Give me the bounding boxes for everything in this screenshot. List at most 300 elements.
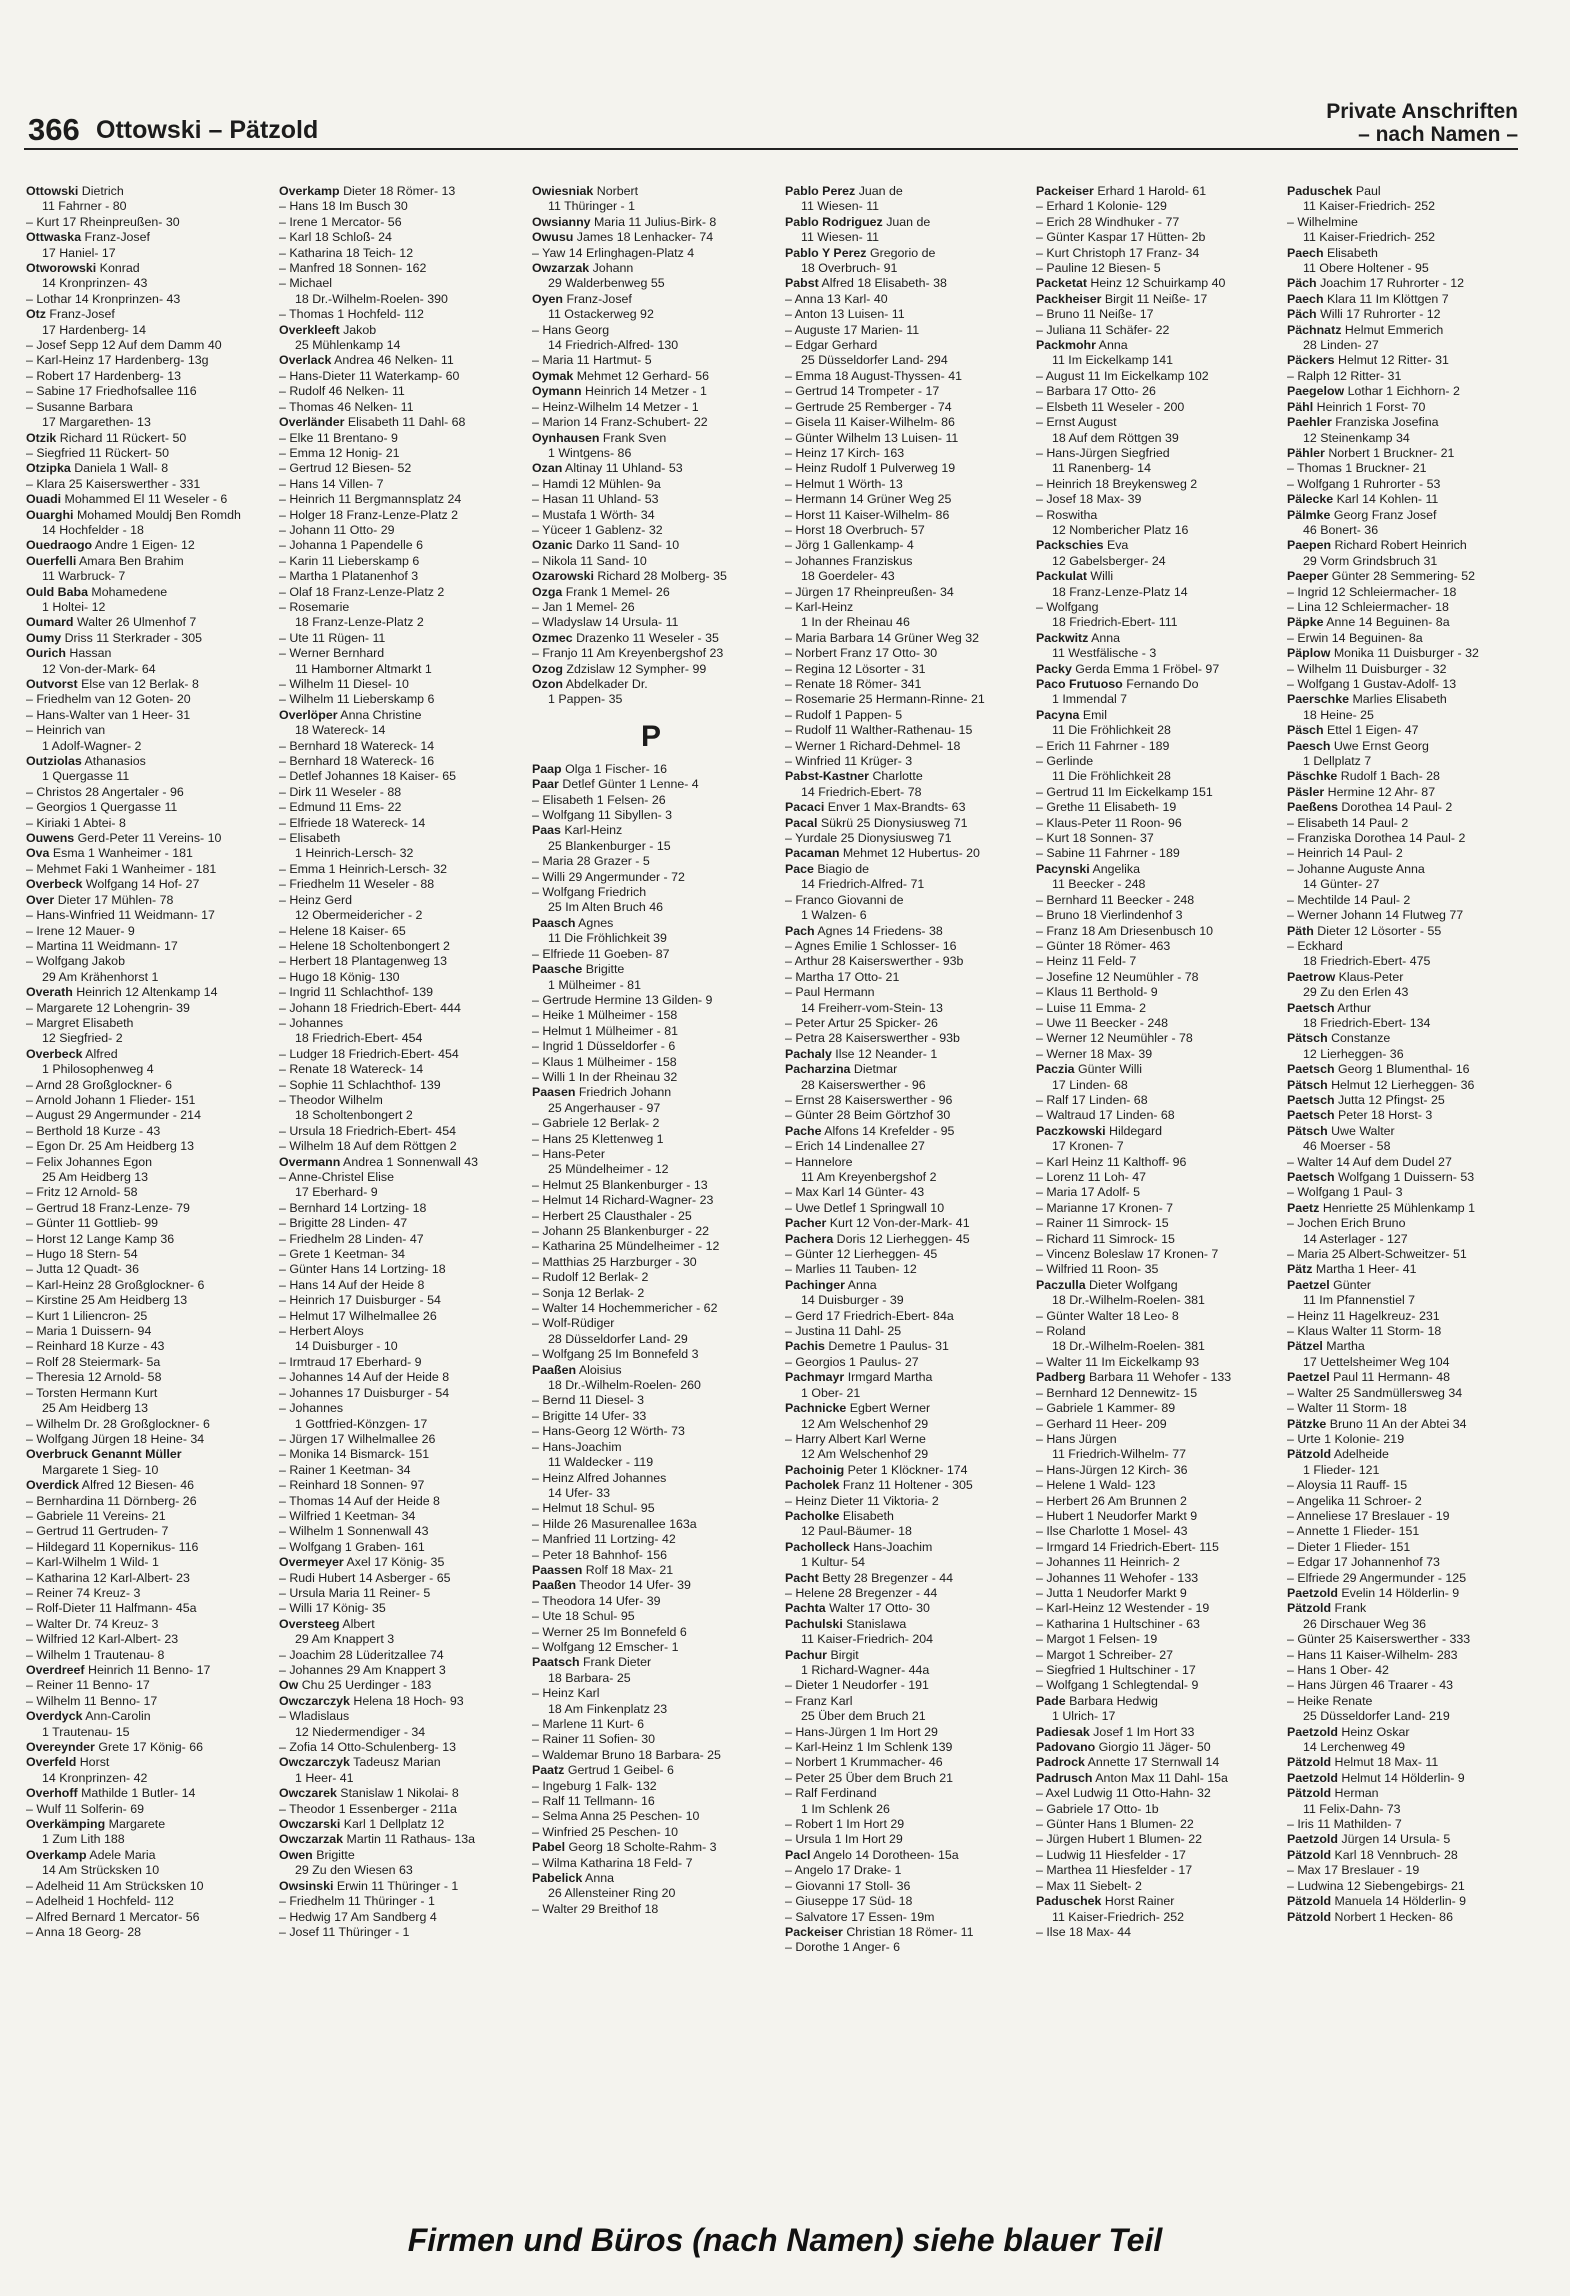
directory-entry: – Hannelore (785, 1154, 853, 1169)
directory-entry: – Irene 1 Mercator- 56 (279, 214, 402, 229)
address-line: 1 Ulrich- 17 (1052, 1709, 1116, 1724)
directory-entry: – Ursula Maria 11 Reiner- 5 (279, 1585, 431, 1600)
surname: Pacynski (1036, 861, 1090, 876)
directory-entry: – Ingeburg 1 Falk- 132 (532, 1778, 657, 1793)
directory-entry: – Regina 12 Lösorter - 31 (785, 661, 926, 676)
directory-entry: – Barbara 17 Otto- 26 (1036, 384, 1156, 399)
directory-entry: – Josefine 12 Neumühler - 78 (1036, 969, 1199, 984)
directory-entry: – Brigitte 28 Linden- 47 (279, 1216, 408, 1231)
directory-entry: – Rolf-Dieter 11 Halfmann- 45a (26, 1601, 197, 1616)
directory-entry: Pablo Perez Juan de (785, 184, 903, 198)
surname: Pachinger (785, 1277, 845, 1292)
directory-entry: – Salvatore 17 Essen- 19m (785, 1909, 935, 1924)
directory-entry: – Erich 28 Windhuker - 77 (1036, 214, 1180, 229)
directory-entry: – Heinz Dieter 11 Viktoria- 2 (785, 1493, 939, 1508)
directory-entry: – Dieter 1 Flieder- 151 (1287, 1539, 1411, 1554)
directory-entry: – Anna 18 Georg- 28 (26, 1924, 142, 1939)
address-line: 1 Ober- 21 (801, 1385, 861, 1400)
address-line: 1 Kultur- 54 (801, 1555, 866, 1570)
surname: Paar (532, 777, 559, 792)
surname: Pacholleck (785, 1539, 850, 1554)
directory-entry: – Gerhard 11 Heer- 209 (1036, 1416, 1167, 1431)
directory-entry: Pächnatz Helmut Emmerich (1287, 322, 1444, 337)
surname: Otz (26, 307, 46, 322)
directory-entry: Owsianny Maria 11 Julius-Birk- 8 (532, 214, 717, 229)
address-line: 17 Kronen- 7 (1052, 1139, 1124, 1154)
address-line: 25 Am Heidberg 13 (42, 1401, 149, 1416)
directory-entry: Paasche Brigitte (532, 962, 625, 977)
directory-entry: – Wulf 11 Solferin- 69 (26, 1801, 145, 1816)
surname: Pähler (1287, 445, 1325, 460)
directory-entry: – Robert 17 Hardenberg- 13 (26, 368, 181, 383)
directory-entry: – Ute 18 Schul- 95 (532, 1609, 635, 1624)
directory-entry: – Hermann 14 Grüner Weg 25 (785, 492, 952, 507)
directory-entry: Paehler Franziska Josefina (1287, 415, 1439, 430)
surname: Pachera (785, 1231, 834, 1246)
directory-entry: – Martina 11 Weidmann- 17 (26, 938, 178, 953)
address-line: 14 Ufer- 33 (548, 1485, 610, 1500)
directory-entry: – Annette 1 Flieder- 151 (1287, 1524, 1420, 1539)
directory-entry: Pacal Sükrü 25 Dionysiusweg 71 (785, 815, 968, 830)
directory-entry: – Ralf 17 Linden- 68 (1036, 1092, 1148, 1107)
directory-entry: Pätzold Norbert 1 Hecken- 86 (1287, 1909, 1453, 1924)
surname: Packulat (1036, 569, 1087, 584)
directory-column (785, 184, 1023, 2144)
directory-entry: – Petra 28 Kaiserswerther - 93b (785, 1031, 960, 1046)
directory-entry: – Wolfgang Friedrich (532, 885, 647, 900)
directory-entry: – Johanna 1 Papendelle 6 (279, 538, 423, 553)
address-line: 26 Dirschauer Weg 36 (1303, 1616, 1427, 1631)
directory-entry: – Arnold Johann 1 Flieder- 151 (26, 1092, 196, 1107)
address-line: 1 Trautenau- 15 (42, 1724, 130, 1739)
directory-entry: – Christos 28 Angertaler - 96 (26, 784, 184, 799)
surname: Packmohr (1036, 338, 1096, 353)
directory-entry: – Reiner 74 Kreuz- 3 (26, 1585, 141, 1600)
directory-entry: – Gisela 11 Kaiser-Wilhelm- 86 (785, 415, 955, 430)
address-line: 18 Friedrich-Ebert- 475 (1303, 954, 1431, 969)
directory-entry: – Theresia 12 Arnold- 58 (26, 1370, 162, 1385)
directory-entry: Overländer Elisabeth 11 Dahl- 68 (279, 415, 466, 430)
directory-entry: Paduschek Horst Rainer (1036, 1894, 1175, 1909)
section-title-line2: – nach Namen – (1358, 123, 1518, 146)
directory-entry: Oversteeg Albert (279, 1616, 375, 1631)
surname: Padrusch (1036, 1770, 1093, 1785)
directory-entry: Overkämping Margarete (26, 1817, 166, 1832)
surname: Päsch (1287, 723, 1324, 738)
directory-entry: – Willi 29 Angermunder - 72 (532, 869, 685, 884)
address-line: 17 Margarethen- 13 (42, 415, 151, 430)
directory-entry: – Maria Barbara 14 Grüner Weg 32 (785, 630, 979, 645)
directory-entry: – Ludger 18 Friedrich-Ebert- 454 (279, 1046, 459, 1061)
directory-entry: – Urte 1 Kolonie- 219 (1287, 1431, 1405, 1446)
directory-entry: – Johannes Franziskus (785, 553, 913, 568)
directory-entry: – Sonja 12 Berlak- 2 (532, 1285, 645, 1300)
directory-entry: Paasch Agnes (532, 915, 614, 930)
surname: Packwitz (1036, 630, 1089, 645)
address-line: 11 Die Fröhlichkeit 28 (1052, 723, 1171, 738)
surname: Ozon (532, 677, 563, 691)
directory-entry: Paetzold Heinz Oskar (1287, 1724, 1410, 1739)
address-line: 18 Auf dem Röttgen 39 (1052, 430, 1179, 445)
directory-entry: Paetzel Günter (1287, 1277, 1372, 1292)
directory-entry: – Uwe 11 Beecker - 248 (1036, 1015, 1169, 1030)
address-line: 1 Heer- 41 (295, 1770, 354, 1785)
address-line: 25 Blankenburger - 15 (548, 838, 671, 853)
directory-entry: – Adelheid 11 Am Strücksken 10 (26, 1878, 204, 1893)
directory-entry: – Hildegard 11 Kopernikus- 116 (26, 1539, 199, 1554)
address-line: 11 Wiesen- 11 (801, 230, 880, 245)
address-line: 26 Allensteiner Ring 20 (548, 1886, 676, 1901)
directory-entry: – Ernst August (1036, 415, 1117, 430)
directory-entry: – Günter 25 Kaiserswerther - 333 (1287, 1632, 1471, 1647)
directory-entry: – Heinz 11 Hagelkreuz- 231 (1287, 1308, 1440, 1323)
page-number: 366 (28, 112, 80, 147)
directory-entry: – Mehmet Faki 1 Wanheimer - 181 (26, 861, 217, 876)
directory-entry: – Manfred 18 Sonnen- 162 (279, 261, 427, 276)
surname: Overdick (26, 1478, 80, 1493)
directory-entry: – Horst 12 Lange Kamp 36 (26, 1231, 175, 1246)
directory-entry: – Klaus 11 Berthold- 9 (1036, 985, 1158, 1000)
directory-entry: – Jutta 12 Quadt- 36 (26, 1262, 139, 1277)
directory-entry: Oymann Heinrich 14 Metzer - 1 (532, 384, 707, 399)
directory-entry: – Johannes 11 Heinrich- 2 (1036, 1555, 1180, 1570)
surname: Pätsch (1287, 1077, 1328, 1092)
directory-entry: Ouadi Mohammed El 11 Weseler - 6 (26, 492, 228, 507)
surname: Ozga (532, 584, 563, 599)
surname: Paassen (532, 1562, 583, 1577)
directory-entry: – Johann 18 Friedrich-Ebert- 444 (279, 1000, 461, 1015)
surname: Pachis (785, 1339, 825, 1354)
directory-entry: Pachinger Anna (785, 1277, 877, 1292)
directory-entry: Paasen Friedrich Johann (532, 1085, 672, 1100)
surname: Pacholek (785, 1478, 840, 1493)
directory-entry: Overdreef Heinrich 11 Benno- 17 (26, 1663, 211, 1677)
surname: Pachaly (785, 1046, 832, 1061)
directory-entry: – Jochen Erich Bruno (1287, 1216, 1406, 1231)
directory-entry: – Giuseppe 17 Süd- 18 (785, 1894, 913, 1909)
directory-entry: – Theodor 1 Essenberger - 211a (279, 1801, 457, 1816)
directory-entry: – Alfred Bernard 1 Mercator- 56 (26, 1909, 200, 1924)
directory-entry: – Arnd 28 Großglockner- 6 (26, 1077, 173, 1092)
surname: Pachulski (785, 1616, 843, 1631)
directory-column (1287, 184, 1525, 2144)
directory-entry: Pache Alfons 14 Krefelder - 95 (785, 1123, 955, 1138)
address-line: 18 Scholtenbongert 2 (295, 1108, 413, 1123)
directory-entry: – Margot 1 Felsen- 19 (1036, 1632, 1158, 1647)
directory-entry: Ova Esma 1 Wanheimer - 181 (26, 846, 193, 861)
directory-entry: Overdick Alfred 12 Biesen- 46 (26, 1478, 195, 1493)
directory-entry: – Harry Albert Karl Werne (785, 1431, 926, 1446)
directory-entry: – Marlene 11 Kurt- 6 (532, 1717, 645, 1731)
surname: Overlack (279, 353, 332, 368)
directory-column (279, 184, 517, 2144)
surname: Pacal (785, 815, 818, 830)
directory-entry: Paeßens Dorothea 14 Paul- 2 (1287, 800, 1453, 815)
directory-entry: – Franz 18 Am Driesenbusch 10 (1036, 923, 1214, 938)
address-line: 18 Barbara- 25 (548, 1670, 631, 1685)
address-line: 12 Steinenkamp 34 (1303, 430, 1410, 445)
surname: Paetz (1287, 1200, 1320, 1215)
surname: Ova (26, 846, 50, 861)
directory-entry: – Ludwina 12 Siebengebirgs- 21 (1287, 1878, 1465, 1893)
directory-entry: – Ralf 11 Tellmann- 16 (532, 1794, 655, 1809)
directory-entry: Pachis Demetre 1 Paulus- 31 (785, 1339, 949, 1354)
directory-entry: – Susanne Barbara (26, 399, 133, 414)
directory-entry: Pätzold Herman (1287, 1786, 1379, 1801)
directory-entry: – Edgar 17 Johannenhof 73 (1287, 1555, 1440, 1570)
directory-entry: – Rudolf 46 Nelken- 11 (279, 384, 405, 399)
directory-entry: – Paul Hermann (785, 985, 875, 1000)
surname: Ouerfelli (26, 553, 77, 568)
directory-entry: – Johannes 17 Duisburger - 54 (279, 1385, 450, 1400)
address-line: 11 Kaiser-Friedrich- 204 (801, 1632, 933, 1647)
directory-entry: – Gerlinde (1036, 754, 1094, 769)
directory-entry: – Hans 14 Auf der Heide 8 (279, 1277, 425, 1292)
directory-entry: Overlack Andrea 46 Nelken- 11 (279, 353, 454, 368)
directory-entry: – Dorothe 1 Anger- 6 (785, 1940, 901, 1955)
directory-entry: – Katharina 25 Mündelheimer - 12 (532, 1239, 720, 1254)
directory-entry: – Hasan 11 Uhland- 53 (532, 492, 659, 507)
directory-entry: – Johann 25 Blankenburger - 22 (532, 1224, 710, 1238)
address-line: 14 Duisburger - 39 (801, 1293, 904, 1308)
surname: Paap (532, 761, 562, 776)
surname: Pablo Rodriguez (785, 214, 883, 229)
directory-entry: – Katharina 18 Teich- 12 (279, 245, 414, 260)
directory-entry: Päschke Rudolf 1 Bach- 28 (1287, 769, 1440, 784)
section-title-line1: Private Anschriften (1326, 100, 1518, 123)
directory-entry: Pade Barbara Hedwig (1036, 1693, 1158, 1708)
address-line: 29 Walderbenweg 55 (548, 276, 665, 291)
directory-entry: – Wolfgang 1 Schlegtendal- 9 (1036, 1678, 1199, 1693)
directory-entry: Ould Baba Mohamedene (26, 584, 168, 599)
directory-entry: – Rolf 28 Steiermark- 5a (26, 1354, 161, 1369)
directory-entry: – Hans 25 Klettenweg 1 (532, 1131, 664, 1146)
directory-entry: – Gerd 17 Friedrich-Ebert- 84a (785, 1308, 954, 1323)
surname: Padiesak (1036, 1724, 1090, 1739)
surname: Overländer (279, 415, 345, 430)
directory-entry: Ozan Altinay 11 Uhland- 53 (532, 461, 683, 476)
page-header (24, 96, 1518, 150)
address-line: 14 Hochfelder - 18 (42, 522, 144, 537)
directory-entry: – Heinz Alfred Johannes (532, 1470, 667, 1485)
directory-entry: – Bruno 18 Vierlindenhof 3 (1036, 908, 1183, 923)
surname: Pacholke (785, 1508, 840, 1523)
directory-entry: Otworowski Konrad (26, 261, 140, 276)
directory-entry: – Aloysia 11 Rauff- 15 (1287, 1478, 1408, 1493)
surname: Ould Baba (26, 584, 88, 599)
directory-entry: – Elisabeth (279, 831, 341, 846)
directory-entry: – Wolfgang 11 Sibyllen- 3 (532, 808, 673, 823)
address-line: 11 Thüringer - 1 (548, 199, 636, 214)
surname: Owczarczyk (279, 1693, 350, 1708)
directory-entry: Padberg Barbara 11 Wehofer - 133 (1036, 1370, 1232, 1385)
address-line: 1 Zum Lith 188 (42, 1832, 125, 1847)
directory-entry: – Irene 12 Mauer- 9 (26, 923, 135, 938)
surname: Paaßen (532, 1578, 577, 1593)
directory-entry: – Gertrud 11 Im Eickelkamp 151 (1036, 784, 1213, 799)
address-line: 18 Franz-Lenze-Platz 2 (295, 615, 424, 630)
surname: Owczarzak (279, 1832, 344, 1847)
directory-entry: – Erich 11 Fahrner - 189 (1036, 738, 1170, 753)
address-line: 11 Warbruck- 7 (42, 569, 126, 584)
surname: Päth (1287, 923, 1314, 938)
surname: Päschke (1287, 769, 1338, 784)
surname: Pacaci (785, 800, 825, 815)
address-line: 1 Holtei- 12 (42, 599, 106, 614)
address-line: 12 Paul-Bäumer- 18 (801, 1524, 912, 1539)
directory-entry: Padiesak Josef 1 Im Hort 33 (1036, 1724, 1195, 1739)
surname: Pätsch (1287, 1031, 1328, 1046)
address-line: 1 Pappen- 35 (548, 692, 623, 707)
surname: Paech (1287, 291, 1324, 306)
directory-entry: – Wolfgang 1 Gustav-Adolf- 13 (1287, 677, 1457, 691)
surname: Pachmayr (785, 1370, 845, 1385)
directory-entry: – Günter Kaspar 17 Hütten- 2b (1036, 230, 1206, 245)
directory-entry: Paassen Rolf 18 Max- 21 (532, 1562, 674, 1577)
directory-entry: – Kiriaki 1 Abtei- 8 (26, 815, 126, 830)
directory-entry: – Maria 11 Hartmut- 5 (532, 353, 652, 368)
address-line: 17 Eberhard- 9 (295, 1185, 378, 1200)
directory-entry: – Karl-Heinz 17 Hardenberg- 13g (26, 353, 209, 368)
surname: Pälecke (1287, 492, 1334, 507)
address-line: 11 Kaiser-Friedrich- 252 (1303, 199, 1435, 214)
address-line: 28 Kaiserswerther - 96 (801, 1077, 926, 1092)
directory-entry: – Friedhelm 11 Weseler - 88 (279, 877, 435, 892)
surname: Overlöper (279, 707, 338, 722)
directory-entry: Packy Gerda Emma 1 Fröbel- 97 (1036, 661, 1220, 676)
directory-entry: – Yaw 14 Erlinghagen-Platz 4 (532, 245, 695, 260)
directory-entry: – Roswitha (1036, 507, 1098, 522)
surname: Oyen (532, 291, 563, 306)
surname: Pade (1036, 1693, 1066, 1708)
directory-entry: Pätzel Martha (1287, 1339, 1365, 1354)
directory-entry: – Wilhelm 11 Duisburger - 32 (1287, 661, 1447, 676)
directory-entry: – Josef Sepp 12 Auf dem Damm 40 (26, 338, 222, 353)
directory-entry: Owusu James 18 Lenhacker- 74 (532, 230, 714, 245)
address-line: 11 Ostackerweg 92 (548, 307, 654, 322)
directory-entry: Ouedraogo Andre 1 Eigen- 12 (26, 538, 195, 553)
directory-entry: – Thomas 1 Bruckner- 21 (1287, 461, 1427, 476)
address-line: 18 Dr.-Wilhelm-Roelen- 390 (295, 291, 448, 306)
directory-entry: – Ernst 28 Kaiserswerther - 96 (785, 1092, 953, 1107)
directory-entry: Ozanic Darko 11 Sand- 10 (532, 538, 680, 553)
directory-entry: Packulat Willi (1036, 569, 1114, 584)
surname: Ouadi (26, 492, 62, 507)
directory-entry: – Ingrid 12 Schleiermacher- 18 (1287, 584, 1457, 599)
address-line: 46 Bonert- 36 (1303, 522, 1379, 537)
address-line: 11 Westfälische - 3 (1052, 646, 1157, 661)
directory-entry: – Hans-Winfried 11 Weidmann- 17 (26, 908, 215, 923)
directory-entry: – Werner 18 Max- 39 (1036, 1046, 1153, 1061)
address-line: 1 Quergasse 11 (42, 769, 130, 784)
directory-entry: – Wilma Katharina 18 Feld- 7 (532, 1855, 693, 1870)
directory-entry: Pacynski Angelika (1036, 861, 1141, 876)
directory-entry: – Friedhelm van 12 Goten- 20 (26, 692, 191, 707)
surname: Paetzel (1287, 1277, 1330, 1292)
directory-entry: – Willi 1 In der Rheinau 32 (532, 1069, 678, 1084)
directory-entry: – Margret Elisabeth (26, 1015, 134, 1030)
directory-entry: – Selma Anna 25 Peschen- 10 (532, 1809, 700, 1824)
directory-entry: – Georgios 1 Paulus- 27 (785, 1354, 919, 1369)
directory-entry: – Eckhard (1287, 938, 1343, 953)
directory-entry: – Gertrude 25 Remberger - 74 (785, 399, 952, 414)
directory-entry: – Johannes 29 Am Knappert 3 (279, 1663, 446, 1677)
directory-entry: – Gertrud 14 Trompeter - 17 (785, 384, 940, 399)
directory-entry: Pacaci Enver 1 Max-Brandts- 63 (785, 800, 966, 815)
directory-entry: Owczarski Karl 1 Dellplatz 12 (279, 1817, 445, 1832)
header-rule (24, 148, 1518, 150)
surname: Paetzold (1287, 1770, 1338, 1785)
directory-entry: – Heinz 11 Feld- 7 (1036, 954, 1137, 969)
directory-entry: – Rudolf 1 Pappen- 5 (785, 707, 903, 722)
directory-entry: – Axel Ludwig 11 Otto-Hahn- 32 (1036, 1786, 1211, 1801)
directory-entry: Paepen Richard Robert Heinrich (1287, 538, 1467, 553)
address-line: 14 Friedrich-Alfred- 130 (548, 338, 679, 353)
address-line: 1 Immendal 7 (1052, 692, 1128, 707)
address-line: 46 Moerser - 58 (1303, 1139, 1391, 1154)
surname: Paetsch (1287, 1108, 1335, 1123)
directory-entry: – Mustafa 1 Wörth- 34 (532, 507, 655, 522)
directory-entry: – Hans Jürgen (1036, 1431, 1117, 1446)
directory-entry: Pablo Rodriguez Juan de (785, 214, 931, 229)
surname: Pabst (785, 276, 819, 291)
directory-entry: – Günter Wilhelm 13 Luisen- 11 (785, 430, 959, 445)
directory-entry: – Agnes Emilie 1 Schlosser- 16 (785, 938, 957, 953)
directory-entry: – Rainer 11 Simrock- 15 (1036, 1216, 1169, 1231)
surname: Ottowski (26, 184, 79, 198)
directory-entry: – Siegfried 11 Rückert- 50 (26, 445, 170, 460)
directory-entry: Päplow Monika 11 Duisburger - 32 (1287, 646, 1479, 661)
directory-entry: – Luise 11 Emma- 2 (1036, 1000, 1146, 1015)
directory-entry: – Thomas 14 Auf der Heide 8 (279, 1493, 440, 1508)
surname: Paeßens (1287, 800, 1338, 815)
surname: Paetsch (1287, 1000, 1335, 1015)
directory-entry: Paduschek Paul (1287, 184, 1381, 198)
surname: Pacharzina (785, 1062, 851, 1077)
directory-entry: – Horst 11 Kaiser-Wilhelm- 86 (785, 507, 950, 522)
directory-entry: – Sabine 17 Friedhofsallee 116 (26, 384, 197, 399)
directory-entry: – Fritz 12 Arnold- 58 (26, 1185, 138, 1200)
directory-entry: – Reiner 11 Benno- 17 (26, 1678, 150, 1693)
directory-entry: Owiesniak Norbert (532, 184, 639, 198)
directory-entry: – Franco Giovanni de (785, 892, 904, 907)
surname: Ourich (26, 646, 66, 661)
surname: Pätzel (1287, 1339, 1323, 1354)
directory-entry: Paetzold Evelin 14 Hölderlin- 9 (1287, 1585, 1460, 1600)
surname: Paasen (532, 1085, 576, 1100)
directory-entry: – Maria 28 Grazer - 5 (532, 854, 650, 869)
surname: Paech (1287, 245, 1324, 260)
directory-entry: – Uwe Detlef 1 Springwall 10 (785, 1200, 945, 1215)
surname: Pätzold (1287, 1894, 1332, 1909)
directory-entry: – Walter 14 Auf dem Dudel 27 (1287, 1154, 1452, 1169)
directory-entry: – Sophie 11 Schlachthof- 139 (279, 1077, 441, 1092)
surname: Ozmec (532, 630, 573, 645)
directory-entry: – Jörg 1 Gallenkamp- 4 (785, 538, 914, 553)
directory-entry: Pacl Angelo 14 Dorotheen- 15a (785, 1847, 959, 1862)
directory-entry: – Lina 12 Schleiermacher- 18 (1287, 599, 1449, 614)
surname: Ozanic (532, 538, 573, 553)
page-title: Ottowski – Pätzold (96, 116, 319, 144)
surname: Overkamp (279, 184, 340, 198)
address-line: 18 Heine- 25 (1303, 707, 1374, 722)
surname: Pabst-Kastner (785, 769, 870, 784)
directory-entry: – Angelika 11 Schroer- 2 (1287, 1493, 1422, 1508)
surname: Overbruck Genannt Müller (26, 1447, 182, 1462)
address-line: 25 Mühlenkamp 14 (295, 338, 401, 353)
surname: Ottwaska (26, 230, 82, 245)
surname: Paerschke (1287, 692, 1350, 707)
